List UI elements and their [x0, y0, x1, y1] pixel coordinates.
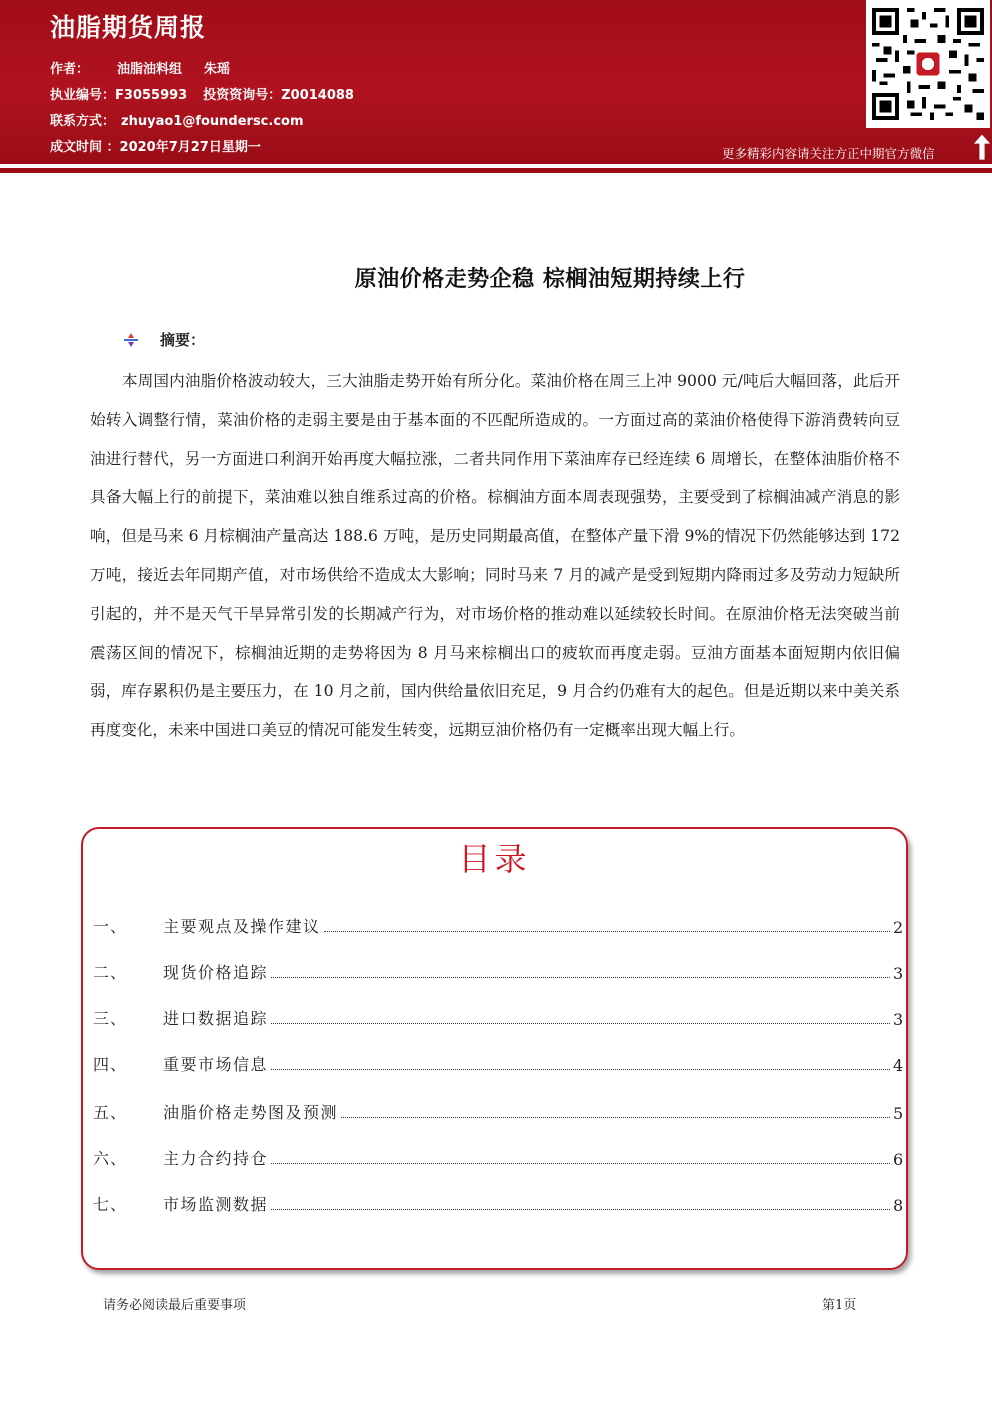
toc-item-page: 3 — [893, 964, 904, 983]
toc-item-number: 五、 — [93, 1103, 128, 1122]
toc-item[interactable] — [93, 1051, 903, 1075]
toc-item-title: 市场监测数据 — [163, 1195, 269, 1214]
toc-item-number: 一、 — [93, 917, 128, 936]
header-underline — [0, 168, 992, 173]
summary-paragraph: 本周国内油脂价格波动较大，三大油脂走势开始有所分化。菜油价格在周三上冲 9000 元/吨后大幅回落，此后开始转入调整行情，菜油价格的走弱主要是由于基本面的不匹配所造成的。一方面过高的菜油价格使得下游消费转向豆油进行替代，另一方面进口利润开始再度大幅拉涨，二者共同作用下菜油库存已经连续 6 周增长，在整体油脂价格不具备大幅上行的前提下，菜油难以独自维系过高的价格。棕榈油方面本周表现强势，主要受到了棕榈油减产消息的影响，但是马来 6 月棕榈油产量高达 188.6 万吨，是历史同期最高值，在整体产量下滑 9%的情况下仍然能够达到 172 万吨，接近去年同期产值，对市场供给不造成太大影响；同时马来 7 月的减产是受到短期内降雨过多及劳动力短缺所引起的，并不是天气干旱异常引发的长期减产行为，对市场价格的推动难以延续较长时间。在原油价格无法突破当前震荡区间的情况下，棕榈油近期的走势将因为 8 月马来棕榈出口的疲软而再度走弱。豆油方面基本面短期内依旧偏弱，库存累积仍是主要压力，在 10 月之前，国内供给量依旧充足，9 月合约仍难有大的起色。但是近期以来中美关系再度变化，未来中国进口美豆的情况可能发生转变，远期豆油价格仍有一定概率出现大幅上行。 — [90, 372, 900, 740]
author-group: 油脂油料组 — [117, 62, 183, 77]
toc-item-number: 七、 — [93, 1195, 128, 1214]
license-value: F3055993 — [115, 88, 188, 103]
consult-value: Z0014088 — [281, 88, 354, 103]
table-of-contents — [81, 827, 908, 1270]
author-line — [50, 58, 230, 77]
contact-value: zhuyao1@foundersc.com — [121, 114, 304, 129]
toc-item[interactable] — [93, 1005, 903, 1029]
toc-item[interactable] — [93, 1099, 903, 1123]
toc-item-page: 2 — [893, 918, 904, 937]
author-name: 朱瑶 — [204, 62, 231, 77]
summary-label: 摘要： — [160, 331, 206, 349]
date-label: 成文时间 ： — [50, 140, 120, 155]
contact-label: 联系方式： — [50, 114, 116, 129]
toc-item-page: 8 — [893, 1196, 904, 1215]
toc-leader — [324, 930, 890, 932]
toc-title: 目录 — [458, 840, 531, 878]
toc-item-title: 进口数据追踪 — [163, 1009, 269, 1028]
toc-leader — [271, 1162, 890, 1164]
arrow-up-icon — [972, 133, 992, 161]
toc-item-title: 重要市场信息 — [163, 1055, 269, 1074]
summary-heading — [124, 329, 205, 350]
toc-leader — [271, 1208, 890, 1210]
toc-item-number: 六、 — [93, 1149, 128, 1168]
toc-item[interactable] — [93, 959, 903, 983]
toc-leader — [271, 1068, 890, 1070]
toc-item-number: 四、 — [93, 1055, 128, 1074]
date-value: 2020年7月27日星期一 — [119, 140, 261, 155]
toc-item[interactable] — [93, 1191, 903, 1215]
toc-item-page: 6 — [893, 1150, 904, 1169]
license-line — [50, 84, 354, 103]
report-title: 原油价格走势企稳 棕榈油短期持续上行 — [354, 267, 746, 292]
toc-item-title: 现货价格追踪 — [163, 963, 269, 982]
header-divider — [0, 164, 992, 166]
report-header — [0, 0, 992, 165]
toc-leader — [271, 976, 890, 978]
author-label: 作者： — [50, 62, 90, 77]
toc-item-title: 主要观点及操作建议 — [163, 917, 321, 936]
contact-line — [50, 110, 304, 129]
footer-notice: 请务必阅读最后重要事项 — [103, 1298, 247, 1313]
footer-page-number: 第1页 — [822, 1298, 857, 1313]
toc-item-title: 主力合约持仓 — [163, 1149, 269, 1168]
toc-item-title: 油脂价格走势图及预测 — [163, 1103, 339, 1122]
toc-item[interactable] — [93, 913, 903, 937]
follow-wechat-text: 更多精彩内容请关注方正中期官方微信 — [722, 146, 935, 161]
license-label: 执业编号： — [50, 88, 116, 103]
toc-item-number: 三、 — [93, 1009, 128, 1028]
header-title: 油脂期货周报 — [50, 13, 207, 42]
toc-item-page: 4 — [893, 1056, 904, 1075]
toc-item-page: 5 — [893, 1104, 904, 1123]
date-line — [50, 136, 261, 155]
toc-item[interactable] — [93, 1145, 903, 1169]
qr-code-icon[interactable] — [866, 0, 990, 128]
toc-item-page: 3 — [893, 1010, 904, 1029]
toc-leader — [341, 1116, 890, 1118]
toc-leader — [271, 1022, 890, 1024]
bullet-icon — [124, 333, 138, 347]
toc-item-number: 二、 — [93, 963, 128, 982]
consult-label: 投资资询号： — [203, 88, 282, 103]
